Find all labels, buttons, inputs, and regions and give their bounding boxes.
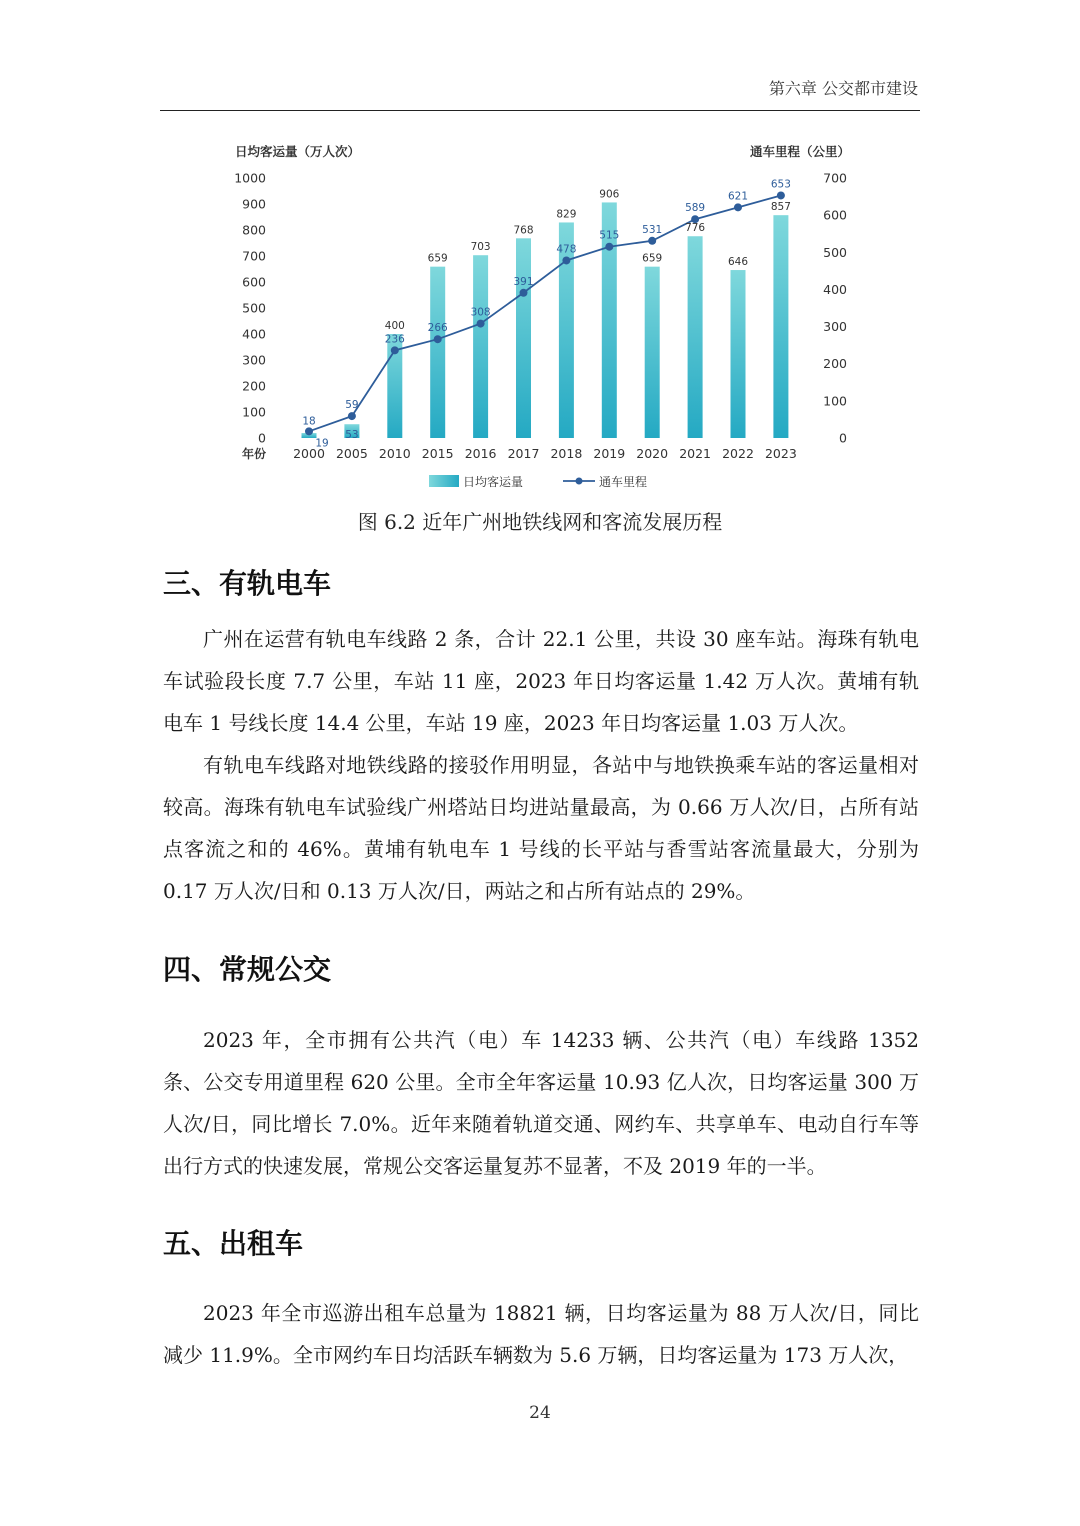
paragraph-tram-1: 广州在运营有轨电车线路 2 条，合计 22.1 公里，共设 30 座车站。海珠有轨电车试验段长度 7.7 公里，车站 11 座，2023 年日均客运量 1.42 万人次。黄埔有轨电车 1 号线长度 14.4 公里，车站 19 座，2023 年日均客运量 1.03 万人次。	[163, 627, 919, 735]
metro-chart	[225, 135, 865, 500]
right-tick-label: 700	[823, 170, 847, 186]
page-number: 24	[529, 1403, 551, 1423]
bar	[773, 215, 788, 438]
bar-value-label: 19	[315, 437, 329, 450]
x-tick-label: 2021	[679, 446, 712, 461]
left-tick-label: 700	[242, 248, 266, 264]
left-tick-label: 0	[258, 430, 266, 446]
paragraph-taxi: 2023 年全市巡游出租车总量为 18821 辆，日均客运量为 88 万人次/日，同比减少 11.9%。全市网约车日均活跃车辆数为 5.6 万辆，日均客运量为 173 万人次，	[163, 1301, 919, 1367]
line-value-label: 621	[727, 190, 749, 203]
bar-value-label: 906	[599, 188, 620, 201]
bar-value-label: 857	[770, 201, 791, 214]
bar-value-label: 659	[427, 252, 448, 265]
left-tick-label: 500	[242, 300, 266, 316]
x-tick-label: 2018	[550, 446, 583, 461]
line-value-label: 391	[513, 275, 534, 288]
bar-value-label: 776	[685, 222, 706, 235]
mileage-point	[648, 237, 656, 245]
mileage-point	[777, 191, 785, 199]
x-tick-label: 2023	[764, 446, 797, 461]
section-title-bus: 四、常规公交	[163, 953, 332, 986]
left-tick-label: 300	[242, 352, 266, 368]
bar	[688, 236, 703, 438]
left-tick-label: 1000	[234, 170, 266, 186]
line-value-label: 236	[384, 333, 405, 346]
right-tick-label: 200	[823, 356, 847, 372]
right-axis-label: 通车里程（公里）	[749, 144, 850, 159]
metro-chart-figure	[225, 135, 865, 500]
left-axis-label: 日均客运量（万人次）	[235, 144, 361, 159]
left-tick-label: 100	[242, 404, 266, 420]
bar	[516, 238, 531, 438]
paragraph-bus: 2023 年，全市拥有公共汽（电）车 14233 辆、公共汽（电）车线路 1352 条、公交专用道里程 620 公里。全市全年客运量 10.93 亿人次，日均客运量 300 万人次/日，同比增长 7.0%。近年来随着轨道交通、网约车、共享单车、电动自行车等出行方式的快速发展，常规公交客运量复苏不显著，不及 2019 年的一半。	[163, 1028, 919, 1178]
x-tick-label: 2022	[722, 446, 754, 461]
line-value-label: 266	[427, 322, 448, 335]
x-tick-label: 2000	[293, 446, 325, 461]
x-tick-label: 2010	[378, 446, 411, 461]
bar-value-label: 768	[513, 224, 534, 237]
x-tick-label: 2015	[421, 446, 454, 461]
mileage-point	[605, 243, 613, 251]
paragraph-tram-2: 有轨电车线路对地铁线路的接驳作用明显，各站中与地铁换乘车站的客运量相对较高。海珠有轨电车试验线广州塔站日均进站量最高，为 0.66 万人次/日，占所有站点客流之和的 46%。黄埔有轨电车 1 号线的长平站与香雪站客流量最大，分别为 0.17 万人次/日和 0.13 万人次/日，两站之和占所有站点的 29%。	[163, 753, 919, 903]
line-value-label: 308	[470, 306, 491, 319]
bar	[430, 267, 445, 438]
mileage-point	[562, 256, 570, 264]
mileage-point	[305, 427, 313, 435]
line-value-label: 478	[556, 243, 577, 256]
mileage-point	[434, 335, 442, 343]
line-value-label: 653	[770, 178, 791, 191]
bar-value-label: 646	[727, 256, 749, 269]
x-tick-label: 2016	[464, 446, 497, 461]
legend-bar-swatch	[429, 475, 459, 487]
bar-value-label: 659	[642, 252, 663, 265]
right-tick-label: 400	[823, 281, 847, 297]
right-tick-label: 300	[823, 319, 847, 335]
bar-value-label: 53	[345, 429, 359, 442]
bar	[645, 267, 660, 438]
legend-line-marker	[576, 478, 583, 485]
chapter-title: 第六章 公交都市建设	[768, 79, 918, 98]
line-value-label: 515	[599, 229, 620, 242]
bar-value-label: 400	[384, 320, 405, 332]
page-header	[160, 70, 920, 111]
x-tick-label: 2019	[593, 446, 626, 461]
bar-value-label: 829	[556, 208, 577, 221]
left-tick-label: 800	[242, 222, 266, 238]
mileage-point	[520, 289, 528, 297]
section-title-taxi: 五、出租车	[163, 1227, 304, 1260]
x-tick-label: 2005	[335, 446, 368, 461]
right-tick-label: 600	[823, 207, 847, 223]
legend-bar-label: 日均客运量	[463, 475, 524, 489]
left-tick-label: 400	[242, 326, 266, 342]
mileage-point	[348, 412, 356, 420]
bar-value-label: 703	[470, 241, 491, 254]
figure-caption: 图 6.2 近年广州地铁线网和客流发展历程	[357, 510, 723, 534]
line-value-label: 18	[302, 415, 316, 428]
line-value-label: 59	[345, 399, 359, 412]
left-tick-label: 900	[242, 196, 266, 212]
x-axis-label: 年份	[242, 447, 267, 461]
right-tick-label: 500	[823, 244, 847, 260]
right-tick-label: 0	[839, 430, 847, 446]
mileage-line	[309, 195, 781, 431]
left-tick-label: 600	[242, 274, 266, 290]
bar	[473, 255, 488, 438]
mileage-point	[734, 203, 742, 211]
x-tick-label: 2017	[507, 446, 540, 461]
left-tick-label: 200	[242, 378, 266, 394]
x-tick-label: 2020	[636, 446, 669, 461]
mileage-point	[391, 346, 399, 354]
line-value-label: 589	[685, 202, 706, 215]
legend-line-label: 通车里程	[599, 475, 648, 489]
section-title-tram: 三、有轨电车	[163, 567, 332, 600]
chart-legend	[429, 474, 647, 489]
mileage-point	[477, 320, 485, 328]
bar	[731, 270, 746, 438]
right-tick-label: 100	[823, 393, 847, 409]
line-value-label: 531	[642, 223, 663, 236]
